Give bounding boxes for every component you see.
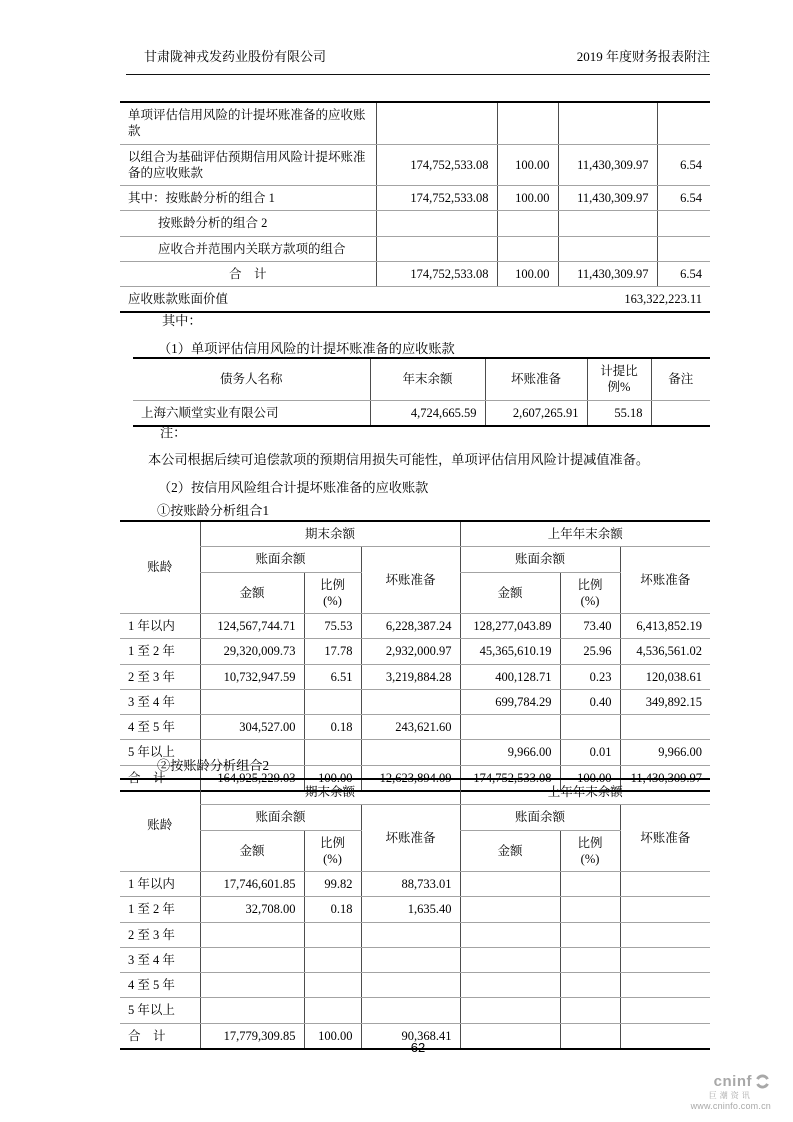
table-header-cell: 比例(%) <box>304 830 361 872</box>
table-row <box>120 973 710 998</box>
table-cell <box>304 689 361 714</box>
aging-combo1-table <box>120 520 710 792</box>
aging-combo2-table <box>120 778 710 1050</box>
table-cell: 25.96 <box>560 639 620 664</box>
table-cell <box>560 715 620 740</box>
table-cell: 163,322,223.11 <box>376 287 710 313</box>
table-header-cell: 金额 <box>200 830 304 872</box>
table-row <box>120 922 710 947</box>
table-row <box>120 614 710 639</box>
table-cell <box>460 998 560 1023</box>
subtitle-qizhong: 其中： <box>162 313 202 328</box>
table-header-row <box>120 521 710 547</box>
table-cell: 100.00 <box>497 186 558 211</box>
table-cell <box>200 689 304 714</box>
table-cell: 3 至 4 年 <box>120 689 200 714</box>
table-cell: 6.54 <box>657 144 710 186</box>
table-cell: 1 至 2 年 <box>120 897 200 922</box>
table-cell: 11,430,309.97 <box>620 765 710 791</box>
table-cell <box>497 102 558 144</box>
report-title: 2019 年度财务报表附注 <box>576 49 710 64</box>
cninfo-logo-url: www.cninfo.com.cn <box>690 1101 771 1112</box>
table-cell: 1,635.40 <box>361 897 460 922</box>
table-cell: 上海六顺堂实业有限公司 <box>133 400 370 426</box>
table-header-row <box>120 547 710 572</box>
table-cell <box>304 998 361 1023</box>
table-cell: 4 至 5 年 <box>120 973 200 998</box>
table-cell: 2,607,265.91 <box>485 400 587 426</box>
table-row <box>120 211 710 236</box>
table-cell <box>304 740 361 765</box>
table-cell: 合 计 <box>120 765 200 791</box>
table-header-cell: 坏账准备 <box>361 805 460 872</box>
table-cell: 合 计 <box>120 1023 200 1049</box>
table-cell <box>200 998 304 1023</box>
table-cell: 6,413,852.19 <box>620 614 710 639</box>
table-cell: 11,430,309.97 <box>558 144 657 186</box>
table-row <box>120 947 710 972</box>
table-cell: 以组合为基础评估预期信用风险计提坏账准备的应收账款 <box>120 144 376 186</box>
table-cell: 4,724,665.59 <box>370 400 485 426</box>
table-cell <box>651 400 710 426</box>
table-cell <box>304 947 361 972</box>
table-cell: 其中：按账龄分析的组合 1 <box>120 186 376 211</box>
table-header-cell: 账龄 <box>120 779 200 872</box>
table-cell <box>620 973 710 998</box>
table-row <box>120 689 710 714</box>
table-cell: 29,320,009.73 <box>200 639 304 664</box>
table-cell <box>620 872 710 897</box>
table-cell: 3,219,884.28 <box>361 664 460 689</box>
table-cell <box>620 947 710 972</box>
table-cell: 2 至 3 年 <box>120 922 200 947</box>
table-row <box>120 715 710 740</box>
table-row <box>120 872 710 897</box>
table-cell: 100.00 <box>497 261 558 286</box>
table-cell: 164,925,229.03 <box>200 765 304 791</box>
table-row <box>120 998 710 1023</box>
table-header-row <box>133 358 710 400</box>
heading-combo2: ②按账龄分析组合2 <box>157 758 270 773</box>
book-value-row <box>120 287 710 313</box>
table-cell <box>361 740 460 765</box>
table-cell <box>200 973 304 998</box>
table-header-cell: 金额 <box>460 572 560 614</box>
table-cell <box>376 236 497 261</box>
cninfo-logo-cn: 巨潮资讯 <box>708 1091 753 1101</box>
table-header-cell: 坏账准备 <box>485 358 587 400</box>
table-cell: 按账龄分析的组合 2 <box>120 211 376 236</box>
table-cell: 单项评估信用风险的计提坏账准备的应收账款 <box>120 102 376 144</box>
table-cell <box>560 872 620 897</box>
table-header-cell: 金额 <box>200 572 304 614</box>
table-header-cell: 账面余额 <box>460 805 620 830</box>
table-cell: 6,228,387.24 <box>361 614 460 639</box>
table-cell: 55.18 <box>587 400 651 426</box>
table-row <box>120 102 710 144</box>
table-cell <box>558 211 657 236</box>
table-cell: 4,536,561.02 <box>620 639 710 664</box>
table-header-row <box>120 779 710 805</box>
table-cell <box>560 947 620 972</box>
table-header-cell: 比例(%) <box>304 572 361 614</box>
table-cell: 0.18 <box>304 715 361 740</box>
table-cell: 4 至 5 年 <box>120 715 200 740</box>
heading-item2: （2）按信用风险组合计提坏账准备的应收账款 <box>158 480 429 495</box>
table-cell: 1 年以内 <box>120 872 200 897</box>
receivables-summary-table <box>120 101 710 313</box>
table-cell: 400,128.71 <box>460 664 560 689</box>
table-row <box>133 400 710 426</box>
table-cell: 120,038.61 <box>620 664 710 689</box>
table-header-cell: 期末余额 <box>200 779 460 805</box>
table-cell: 17.78 <box>304 639 361 664</box>
table-row <box>120 236 710 261</box>
table-cell <box>497 236 558 261</box>
table-cell <box>361 689 460 714</box>
note-paragraph: 本公司根据后续可追偿款项的预期信用损失可能性，单项评估信用风险计提减值准备。 <box>148 452 650 467</box>
table-cell <box>620 897 710 922</box>
table-header-cell: 上年年末余额 <box>460 779 710 805</box>
table-cell: 5 年以上 <box>120 740 200 765</box>
table-cell: 699,784.29 <box>460 689 560 714</box>
table-cell <box>460 872 560 897</box>
table-cell: 应收账款账面价值 <box>120 287 376 313</box>
table-header-cell: 年末余额 <box>370 358 485 400</box>
table-cell: 100.00 <box>304 765 361 791</box>
table-cell <box>558 236 657 261</box>
table-cell: 1 年以内 <box>120 614 200 639</box>
table-cell <box>376 211 497 236</box>
table-cell: 6.54 <box>657 261 710 286</box>
table-cell: 45,365,610.19 <box>460 639 560 664</box>
table-cell <box>620 715 710 740</box>
individual-provision-table <box>133 357 710 427</box>
cninfo-watermark <box>691 1073 771 1112</box>
table-cell: 0.23 <box>560 664 620 689</box>
table-cell <box>497 211 558 236</box>
table-cell: 128,277,043.89 <box>460 614 560 639</box>
table-header-cell: 坏账准备 <box>361 547 460 614</box>
table-cell: 6.51 <box>304 664 361 689</box>
table-cell <box>657 236 710 261</box>
table-cell: 100.00 <box>497 144 558 186</box>
table-cell: 10,732,947.59 <box>200 664 304 689</box>
table-cell: 100.00 <box>304 1023 361 1049</box>
table-header-cell: 债务人名称 <box>133 358 370 400</box>
table-cell: 9,966.00 <box>620 740 710 765</box>
table-header-cell: 比例(%) <box>560 572 620 614</box>
heading-item1: （1）单项评估信用风险的计提坏账准备的应收账款 <box>158 341 455 356</box>
page-header <box>126 46 710 75</box>
table-cell: 99.82 <box>304 872 361 897</box>
table-cell: 304,527.00 <box>200 715 304 740</box>
table-cell <box>304 922 361 947</box>
table-cell: 5 年以上 <box>120 998 200 1023</box>
table-header-cell: 坏账准备 <box>620 805 710 872</box>
heading-combo1: ①按账龄分析组合1 <box>157 503 270 518</box>
table-cell: 0.18 <box>304 897 361 922</box>
table-cell: 32,708.00 <box>200 897 304 922</box>
table-cell <box>460 947 560 972</box>
table-row <box>120 664 710 689</box>
table-cell <box>361 922 460 947</box>
table-cell: 1 至 2 年 <box>120 639 200 664</box>
table-cell <box>558 102 657 144</box>
table-cell: 11,430,309.97 <box>558 186 657 211</box>
page-number: 62 <box>410 1040 426 1055</box>
table-cell <box>200 922 304 947</box>
table-cell <box>657 102 710 144</box>
table-cell <box>361 973 460 998</box>
table-cell <box>560 998 620 1023</box>
table-cell <box>376 102 497 144</box>
table-header-cell: 账面余额 <box>200 547 361 572</box>
table-cell: 243,621.60 <box>361 715 460 740</box>
table-cell <box>200 947 304 972</box>
table-cell <box>460 715 560 740</box>
table-cell: 应收合并范围内关联方款项的组合 <box>120 236 376 261</box>
cninfo-logo-icon <box>754 1073 771 1090</box>
table-header-cell: 金额 <box>460 830 560 872</box>
table-cell: 0.40 <box>560 689 620 714</box>
table-header-cell: 上年年末余额 <box>460 521 710 547</box>
company-name: 甘肃陇神戎发药业股份有限公司 <box>144 49 327 64</box>
cninfo-logo-text: cninf <box>713 1073 752 1090</box>
table-cell: 349,892.15 <box>620 689 710 714</box>
table-row <box>120 639 710 664</box>
table-cell <box>460 897 560 922</box>
table-row <box>120 186 710 211</box>
table-cell <box>560 897 620 922</box>
table-cell: 17,779,309.85 <box>200 1023 304 1049</box>
table-cell: 11,430,309.97 <box>558 261 657 286</box>
table-header-row <box>120 805 710 830</box>
table-cell: 88,733.01 <box>361 872 460 897</box>
table-cell: 17,746,601.85 <box>200 872 304 897</box>
table-cell <box>304 973 361 998</box>
table-cell: 174,752,533.08 <box>376 261 497 286</box>
table-cell: 3 至 4 年 <box>120 947 200 972</box>
table-cell: 174,752,533.08 <box>376 186 497 211</box>
table-cell <box>657 211 710 236</box>
table-cell: 100.00 <box>560 765 620 791</box>
table-header-cell: 账龄 <box>120 521 200 614</box>
table-cell: 174,752,533.08 <box>376 144 497 186</box>
table-cell: 12,623,894.09 <box>361 765 460 791</box>
table-cell <box>620 998 710 1023</box>
table-header-cell: 备注 <box>651 358 710 400</box>
table-cell: 174,752,533.08 <box>460 765 560 791</box>
table-header-cell: 账面余额 <box>460 547 620 572</box>
table-total-row <box>120 261 710 286</box>
table-cell <box>460 973 560 998</box>
table-header-cell: 坏账准备 <box>620 547 710 614</box>
table-cell: 2 至 3 年 <box>120 664 200 689</box>
table-cell: 合 计 <box>120 261 376 286</box>
table-cell <box>361 947 460 972</box>
note-label: 注： <box>160 425 187 440</box>
table-row <box>120 144 710 186</box>
table-cell <box>560 973 620 998</box>
table-header-cell: 账面余额 <box>200 805 361 830</box>
table-cell <box>361 998 460 1023</box>
table-header-cell: 比例(%) <box>560 830 620 872</box>
table-cell: 0.01 <box>560 740 620 765</box>
table-cell: 90,368.41 <box>361 1023 460 1049</box>
table-cell <box>620 922 710 947</box>
table-cell: 2,932,000.97 <box>361 639 460 664</box>
table-cell: 6.54 <box>657 186 710 211</box>
table-header-cell: 期末余额 <box>200 521 460 547</box>
table-header-cell: 计提比例% <box>587 358 651 400</box>
table-cell: 73.40 <box>560 614 620 639</box>
table-cell <box>560 922 620 947</box>
table-cell: 9,966.00 <box>460 740 560 765</box>
table-cell <box>460 922 560 947</box>
table-row <box>120 897 710 922</box>
table-cell: 75.53 <box>304 614 361 639</box>
table-cell: 124,567,744.71 <box>200 614 304 639</box>
